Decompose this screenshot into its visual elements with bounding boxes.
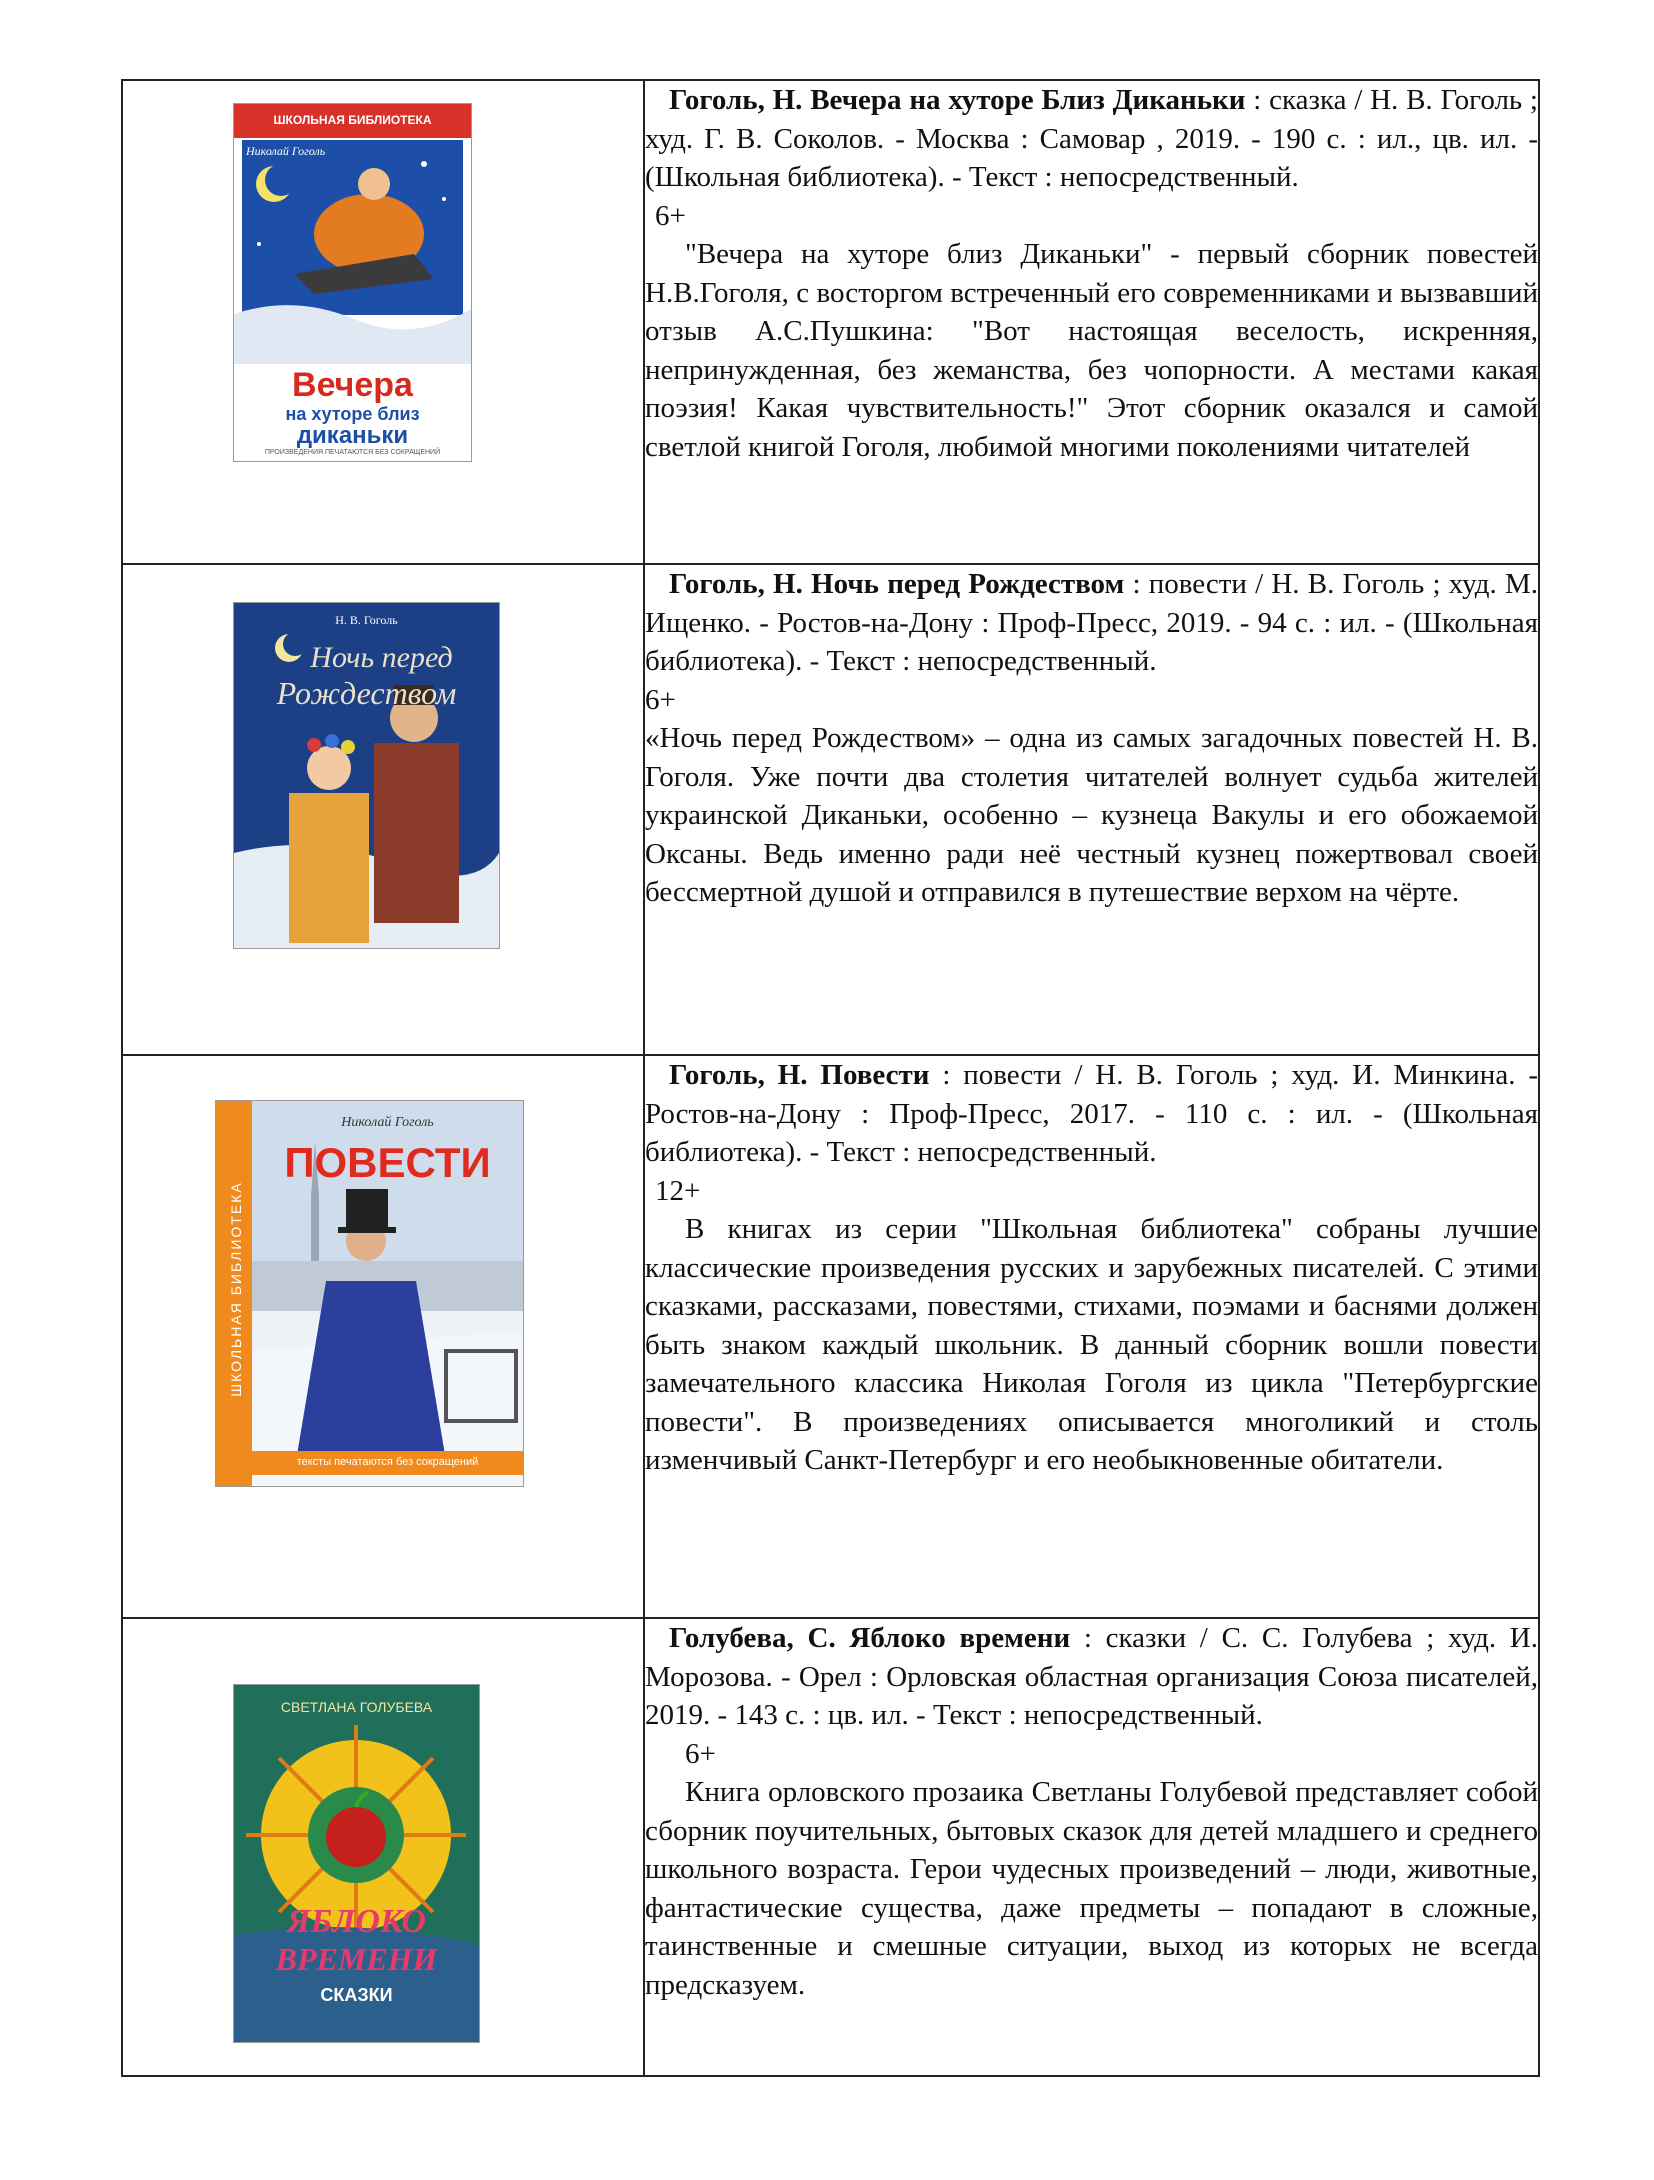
book-cover-image <box>233 602 500 949</box>
book-cover-image <box>215 1100 524 1487</box>
bib-details: : сказка / Н. В. Гоголь ; худ. Г. В. Соколов. - Москва : Самовар , 2019. - 190 с. : ил., цв. ил. - (Школьная библиотека). - Текст : непосредственный. <box>645 84 1538 193</box>
annotation: Книга орловского прозаика Светланы Голубевой представляет собой сборник поучительных, бытовых сказок для детей младшего и среднего школьного возраста. Герои чудесных произведений – люди, животные, фантастические существа, даже предметы – попадают в сложные, таинственные и смешные ситуации, выход из которых не всегда предсказуем. <box>645 1776 1538 2001</box>
bib-record <box>645 81 1538 197</box>
book-title: Гоголь, Н. Ночь перед Рождеством <box>669 568 1125 600</box>
age-rating: 6+ <box>655 199 686 232</box>
book-title: Гоголь, Н. Повести <box>669 1059 930 1091</box>
book-row <box>122 80 1539 564</box>
cover-author: Н. В. Гоголь <box>335 613 398 627</box>
bib-details: : сказки / С. С. Голубева ; худ. И. Морозова. - Орел : Орловская областная организация Союза писателей, 2019. - 143 с. : цв. ил. - Текст : непосредственный. <box>645 1622 1538 1731</box>
bib-details: : повести / Н. В. Гоголь ; худ. И. Минкина. - Ростов-на-Дону : Проф-Пресс, 2017. - 110 с. : ил. - (Школьная библиотека). - Текст : непосредственный. <box>645 1059 1538 1168</box>
book-cover-image <box>233 1684 480 2043</box>
book-row <box>122 1055 1539 1618</box>
cover-title-line2: Рождеством <box>276 675 457 711</box>
bib-record <box>645 565 1538 681</box>
bib-record <box>645 1619 1538 1735</box>
cover-cell <box>122 80 644 564</box>
cover-cell <box>122 564 644 1055</box>
cover-author: Николай Гоголь <box>246 144 326 158</box>
description-cell <box>644 564 1539 1055</box>
cover-title-line1: Ночь перед <box>310 641 453 674</box>
cover-cell <box>122 1055 644 1618</box>
age-rating: 6+ <box>685 1737 716 1770</box>
cover-title-line3: диканьки <box>296 422 409 449</box>
book-catalog-table <box>121 79 1540 2077</box>
cover-footer: ПРОИЗВЕДЕНИЯ ПЕЧАТАЮТСЯ БЕЗ СОКРАЩЕНИЙ <box>264 449 441 456</box>
book-cover-image <box>233 103 472 462</box>
cover-series-label: ШКОЛЬНАЯ БИБЛИОТЕКА <box>273 113 432 127</box>
book-row <box>122 564 1539 1055</box>
cover-title-line2: ВРЕМЕНИ <box>275 1941 438 1977</box>
cover-title-line1: Вечера <box>292 366 413 404</box>
age-rating: 6+ <box>645 683 676 716</box>
bib-record <box>645 1056 1538 1172</box>
cover-subtitle: СКАЗКИ <box>320 1985 393 2005</box>
cover-title: ПОВЕСТИ <box>284 1139 491 1186</box>
cover-cell <box>122 1618 644 2076</box>
cover-title-line2: на хуторе близ <box>285 404 420 424</box>
annotation: В книгах из серии "Школьная библиотека" собраны лучшие классические произведения русских и зарубежных писателей. С этими сказками, рассказами, повестями, стихами, поэмами и баснями должен быть знаком каждый школьник. В данный сборник вошли повести замечательного классика Николая Гоголя из цикла "Петербургские повести". В произведениях описывается многоликий и столь изменчивый Санкт-Петербург и его необыкновенные обитатели. <box>645 1213 1538 1476</box>
description-cell <box>644 1055 1539 1618</box>
annotation: "Вечера на хуторе близ Диканьки" - первый сборник повестей Н.В.Гоголя, с восторгом встреченный его современниками и вызвавший отзыв А.С.Пушкина: "Вот настоящая веселость, искренняя, непринужденная, без жеманства, без чопорности. А местами какая поэзия! Какая чувствительность!" Этот сборник оказался и самой светлой книгой Гоголя, любимой многими поколениями читателей <box>645 238 1538 463</box>
book-title: Голубева, С. Яблоко времени <box>669 1622 1071 1654</box>
bib-details: : повести / Н. В. Гоголь ; худ. М. Ищенко. - Ростов-на-Дону : Проф-Пресс, 2019. - 94 с. : ил. - (Школьная библиотека). - Текст : непосредственный. <box>645 568 1539 677</box>
age-rating: 12+ <box>655 1174 701 1207</box>
description-cell <box>644 1618 1539 2076</box>
cover-footer: тексты печатаются без сокращений <box>296 1456 479 1468</box>
cover-title-line1: ЯБЛОКО <box>287 1903 426 1940</box>
cover-author: СВЕТЛАНА ГОЛУБЕВА <box>280 1699 433 1715</box>
annotation: «Ночь перед Рождеством» – одна из самых загадочных повестей Н. В. Гоголя. Уже почти два столетия читателей волнует судьба жителей украинской Диканьки, особенно – кузнеца Вакулы и его обожаемой Оксаны. Ведь именно ради неё честный кузнец пожертвовал своей бессмертной душой и отправился в путешествие верхом на чёрте. <box>645 722 1538 908</box>
book-row <box>122 1618 1539 2076</box>
cover-series-spine: ШКОЛЬНАЯ БИБЛИОТЕКА <box>228 1181 244 1397</box>
description-cell <box>644 80 1539 564</box>
book-title: Гоголь, Н. Вечера на хуторе Близ Диканьки <box>669 84 1246 116</box>
cover-author: Николай Гоголь <box>341 1115 434 1130</box>
